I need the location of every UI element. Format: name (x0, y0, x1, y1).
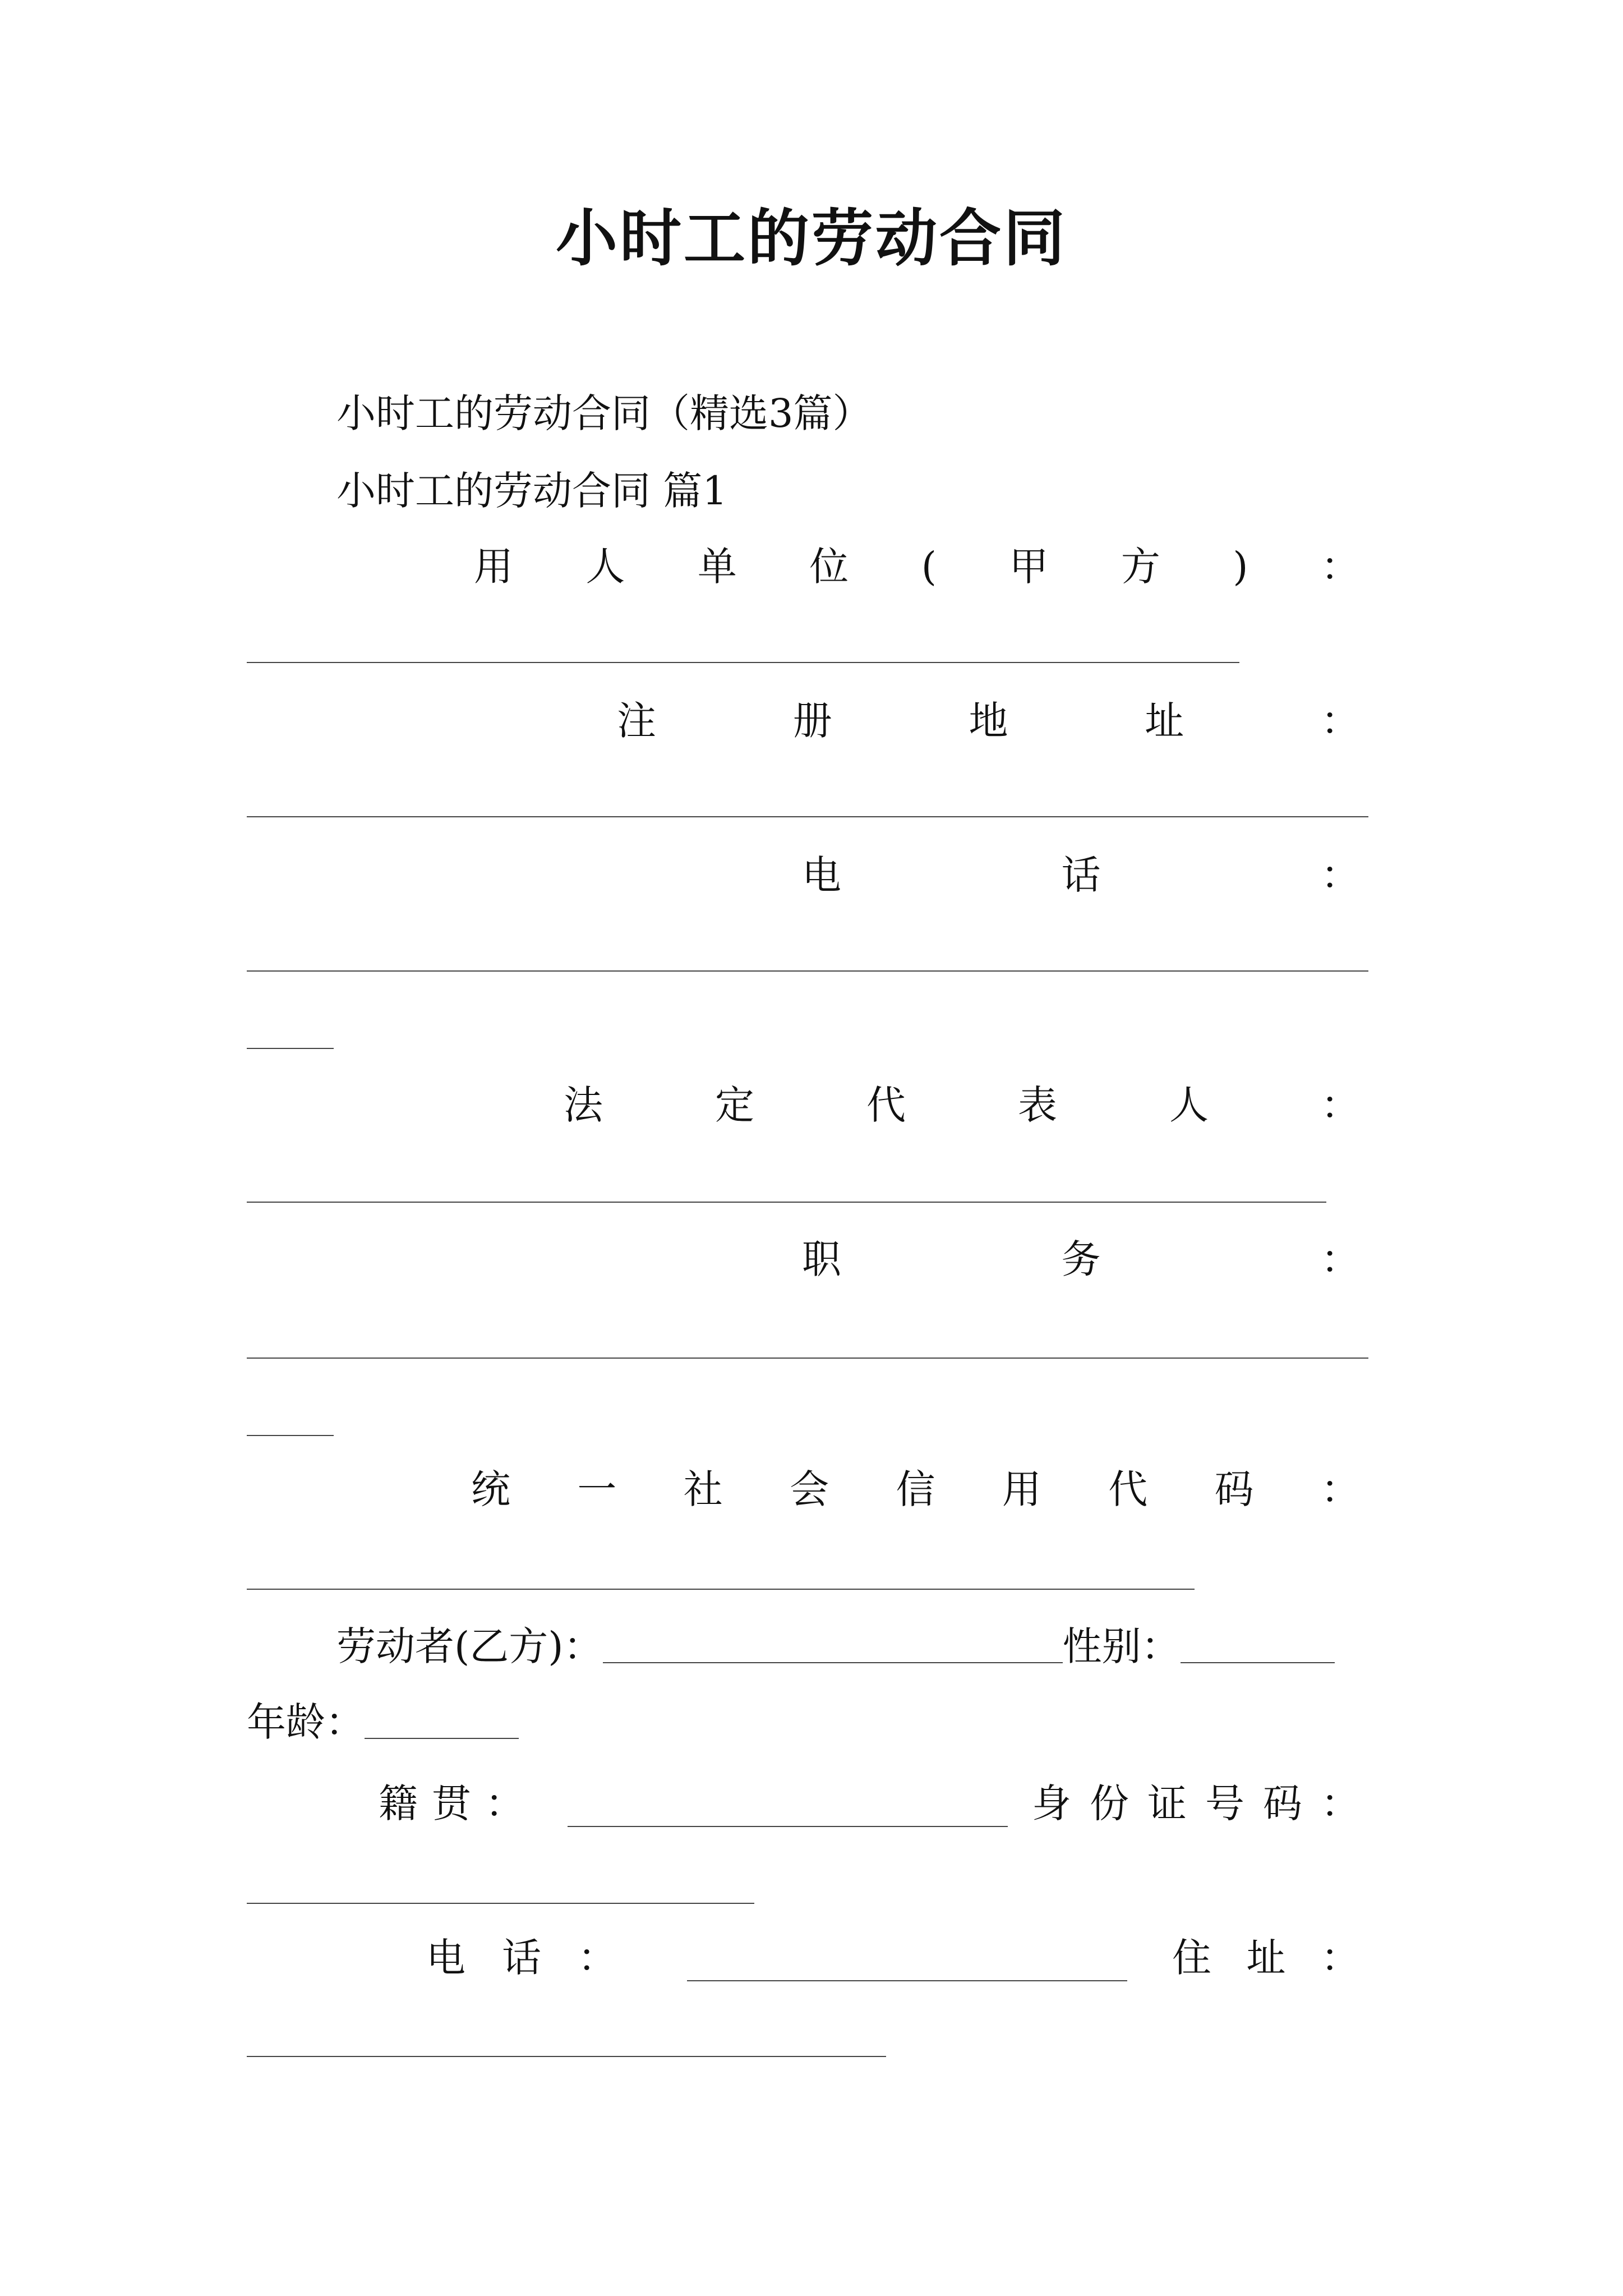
id-number-blank-line[interactable] (247, 1903, 754, 1904)
worker-address-blank-line[interactable] (247, 2056, 886, 2057)
worker-phone-blank-line[interactable] (687, 1980, 1127, 1981)
legal-rep-blank-line[interactable] (247, 1202, 1326, 1203)
age-label: 年龄： (247, 1699, 365, 1745)
gender-blank[interactable] (1181, 1662, 1335, 1663)
credit-code-blank-line[interactable] (247, 1589, 1195, 1590)
credit-code-label: 统 一 社 会 信 用 代 码 ： (471, 1466, 1360, 1512)
worker-name-blank[interactable] (603, 1662, 1063, 1663)
gender-label: 性别： (1062, 1623, 1181, 1669)
section-heading: 小时工的劳动合同 篇1 (336, 468, 727, 514)
registered-address-blank-line[interactable] (247, 816, 1368, 817)
employer-blank-line[interactable] (247, 662, 1239, 663)
legal-rep-label: 法 定 代 表 人 ： (564, 1082, 1360, 1128)
position-blank-line-cont[interactable] (247, 1435, 334, 1436)
worker-line (336, 1621, 1335, 1672)
document-title: 小时工的劳动合同 (556, 202, 1067, 274)
employer-phone-blank-line-cont[interactable] (247, 1048, 334, 1049)
registered-address-label: 注 册 地 址 ： (617, 698, 1360, 744)
worker-address-label: 住 址 ： (1172, 1935, 1360, 1981)
native-place-label: 籍 贯 ： (379, 1780, 524, 1826)
worker-label: 劳动者(乙方)： (336, 1623, 603, 1669)
age-blank[interactable] (365, 1738, 519, 1739)
native-place-blank-line[interactable] (568, 1826, 1008, 1827)
position-blank-line[interactable] (247, 1358, 1368, 1359)
document-subtitle: 小时工的劳动合同（精选3篇） (336, 390, 872, 436)
age-line (247, 1697, 519, 1747)
id-number-label: 身 份 证 号 码 ： (1032, 1780, 1360, 1826)
employer-label: 用 人 单 位 ( 甲 方 ) ： (474, 544, 1360, 590)
employer-phone-blank-line[interactable] (247, 970, 1368, 972)
employer-phone-label: 电 话 ： (802, 852, 1360, 898)
worker-phone-label: 电 话 ： (426, 1935, 617, 1981)
position-label: 职 务 ： (802, 1236, 1360, 1282)
